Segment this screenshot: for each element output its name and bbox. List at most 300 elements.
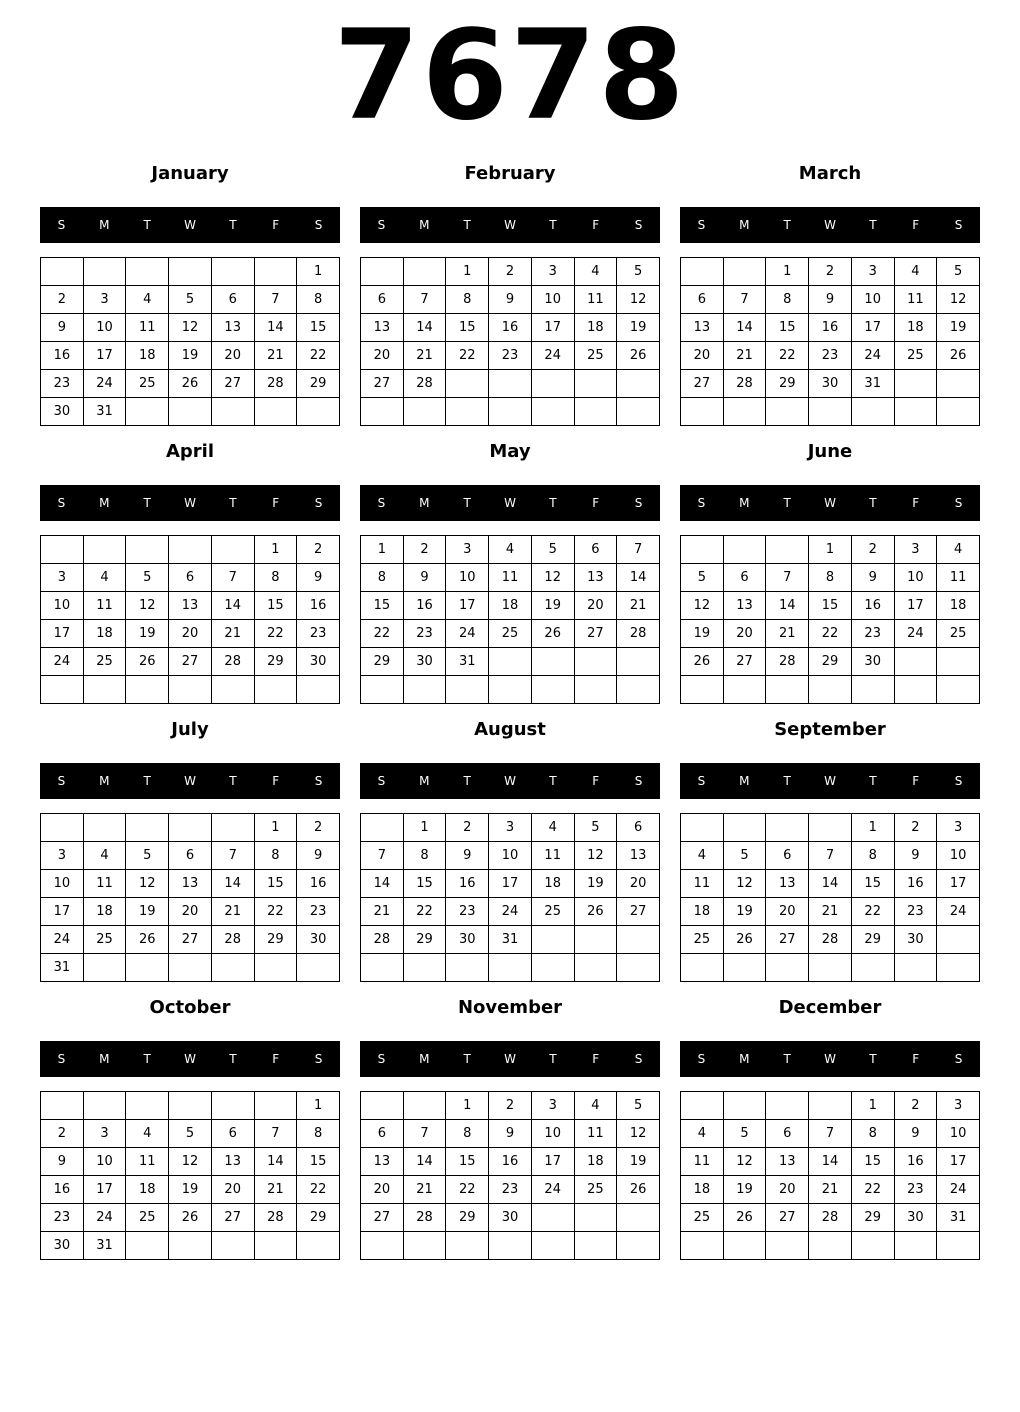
empty-cell (724, 258, 767, 286)
day-cell: 17 (84, 1176, 127, 1204)
weekday-label: S (634, 496, 643, 510)
weekday-label: F (592, 1052, 600, 1066)
day-cell: 12 (532, 564, 575, 592)
empty-cell (404, 258, 447, 286)
empty-cell (255, 258, 298, 286)
day-cell: 7 (809, 1120, 852, 1148)
day-cell: 1 (297, 1092, 340, 1120)
day-cell: 5 (724, 842, 767, 870)
weekday-label: T (783, 1052, 791, 1066)
weekday-label: S (697, 496, 706, 510)
month-name: June (807, 441, 853, 462)
empty-cell (937, 926, 980, 954)
weekday-label: F (912, 1052, 920, 1066)
day-cell: 30 (41, 1232, 84, 1260)
day-cell: 5 (617, 258, 660, 286)
weekday-header (40, 1041, 340, 1077)
empty-cell (575, 370, 618, 398)
empty-cell (169, 954, 212, 982)
weekday-label: T (549, 1052, 557, 1066)
day-cell: 22 (446, 342, 489, 370)
day-cell: 18 (84, 620, 127, 648)
day-cell: 21 (212, 898, 255, 926)
empty-cell (809, 398, 852, 426)
empty-cell (681, 676, 724, 704)
day-cell: 23 (297, 620, 340, 648)
day-cell: 28 (212, 926, 255, 954)
day-cell: 31 (489, 926, 532, 954)
weekday-label: S (697, 774, 706, 788)
weekday-label: T (229, 496, 237, 510)
empty-cell (617, 926, 660, 954)
day-cell: 19 (532, 592, 575, 620)
day-cell: 7 (404, 1120, 447, 1148)
day-cell: 20 (169, 898, 212, 926)
empty-cell (617, 954, 660, 982)
day-cell: 1 (255, 814, 298, 842)
day-cell: 24 (41, 926, 84, 954)
day-cell: 7 (255, 1120, 298, 1148)
day-cell: 13 (212, 314, 255, 342)
day-cell: 12 (724, 1148, 767, 1176)
day-cell: 1 (446, 258, 489, 286)
weekday-label: T (869, 218, 877, 232)
day-cell: 7 (361, 842, 404, 870)
weekday-label: T (143, 218, 151, 232)
day-cell: 2 (809, 258, 852, 286)
day-cell: 10 (532, 286, 575, 314)
day-cell: 31 (84, 1232, 127, 1260)
empty-cell (489, 648, 532, 676)
empty-cell (297, 954, 340, 982)
empty-cell (532, 370, 575, 398)
day-cell: 18 (681, 898, 724, 926)
empty-cell (361, 398, 404, 426)
empty-cell (895, 398, 938, 426)
empty-cell (446, 398, 489, 426)
day-cell: 31 (84, 398, 127, 426)
empty-cell (212, 1092, 255, 1120)
empty-cell (681, 954, 724, 982)
day-cell: 5 (169, 286, 212, 314)
empty-cell (126, 398, 169, 426)
day-cell: 16 (446, 870, 489, 898)
day-cell: 6 (617, 814, 660, 842)
day-cell: 11 (681, 1148, 724, 1176)
empty-cell (489, 954, 532, 982)
weekday-label: W (504, 496, 516, 510)
day-cell: 11 (575, 286, 618, 314)
day-cell: 15 (255, 592, 298, 620)
weekday-label: T (783, 774, 791, 788)
weekday-label: S (697, 218, 706, 232)
day-cell: 9 (297, 842, 340, 870)
empty-cell (809, 1232, 852, 1260)
day-cell: 27 (575, 620, 618, 648)
month-name: March (798, 163, 862, 184)
day-cell: 31 (852, 370, 895, 398)
empty-cell (809, 676, 852, 704)
day-cell: 18 (681, 1176, 724, 1204)
day-cell: 29 (297, 370, 340, 398)
empty-cell (532, 954, 575, 982)
empty-cell (169, 814, 212, 842)
empty-cell (895, 370, 938, 398)
day-cell: 7 (212, 564, 255, 592)
day-cell: 4 (84, 564, 127, 592)
day-cell: 28 (212, 648, 255, 676)
day-cell: 23 (852, 620, 895, 648)
day-cell: 26 (532, 620, 575, 648)
day-cell: 23 (404, 620, 447, 648)
day-cell: 29 (255, 648, 298, 676)
empty-cell (895, 954, 938, 982)
empty-cell (212, 676, 255, 704)
day-cell: 26 (169, 370, 212, 398)
day-cell: 12 (617, 286, 660, 314)
weekday-label: F (592, 496, 600, 510)
day-cell: 21 (766, 620, 809, 648)
empty-cell (41, 1092, 84, 1120)
day-cell: 25 (937, 620, 980, 648)
day-cell: 9 (809, 286, 852, 314)
day-cell: 8 (852, 842, 895, 870)
empty-cell (852, 676, 895, 704)
day-cell: 2 (297, 536, 340, 564)
weekday-label: S (377, 496, 386, 510)
day-cell: 20 (681, 342, 724, 370)
weekday-header (680, 763, 980, 799)
day-cell: 25 (84, 926, 127, 954)
day-cell: 27 (169, 926, 212, 954)
weekday-label: F (592, 774, 600, 788)
day-cell: 4 (895, 258, 938, 286)
weekday-label: W (184, 218, 196, 232)
day-cell: 19 (617, 1148, 660, 1176)
day-cell: 1 (809, 536, 852, 564)
day-cell: 21 (809, 1176, 852, 1204)
day-cell: 8 (361, 564, 404, 592)
day-cell: 26 (169, 1204, 212, 1232)
day-cell: 17 (84, 342, 127, 370)
weekday-label: F (272, 774, 280, 788)
empty-cell (169, 676, 212, 704)
day-cell: 13 (212, 1148, 255, 1176)
month-name: September (774, 719, 886, 740)
day-cell: 5 (681, 564, 724, 592)
day-cell: 12 (617, 1120, 660, 1148)
weekday-label: S (314, 1052, 323, 1066)
month-name: May (489, 441, 531, 462)
day-grid (360, 257, 660, 426)
day-cell: 6 (575, 536, 618, 564)
weekday-label: M (739, 1052, 750, 1066)
day-cell: 11 (895, 286, 938, 314)
empty-cell (724, 954, 767, 982)
day-cell: 17 (41, 898, 84, 926)
weekday-label: M (99, 218, 110, 232)
empty-cell (532, 1232, 575, 1260)
day-cell: 14 (255, 314, 298, 342)
weekday-label: T (143, 496, 151, 510)
day-cell: 18 (895, 314, 938, 342)
day-cell: 31 (446, 648, 489, 676)
day-cell: 14 (809, 1148, 852, 1176)
day-cell: 28 (404, 370, 447, 398)
empty-cell (126, 258, 169, 286)
day-cell: 12 (169, 314, 212, 342)
day-cell: 13 (724, 592, 767, 620)
day-cell: 16 (489, 314, 532, 342)
day-cell: 29 (809, 648, 852, 676)
weekday-label: S (57, 774, 66, 788)
day-cell: 13 (169, 870, 212, 898)
month-name: August (474, 719, 546, 740)
empty-cell (532, 926, 575, 954)
empty-cell (575, 1204, 618, 1232)
day-cell: 17 (937, 870, 980, 898)
empty-cell (681, 1232, 724, 1260)
day-cell: 20 (766, 1176, 809, 1204)
year-title: 7678 (333, 4, 687, 148)
weekday-header (40, 763, 340, 799)
day-cell: 23 (41, 370, 84, 398)
weekday-label: W (504, 218, 516, 232)
day-cell: 27 (212, 1204, 255, 1232)
day-cell: 2 (41, 286, 84, 314)
day-cell: 22 (361, 620, 404, 648)
day-cell: 4 (575, 1092, 618, 1120)
day-cell: 10 (84, 314, 127, 342)
empty-cell (895, 648, 938, 676)
day-cell: 3 (895, 536, 938, 564)
empty-cell (126, 954, 169, 982)
day-cell: 20 (575, 592, 618, 620)
day-cell: 22 (446, 1176, 489, 1204)
day-cell: 22 (852, 1176, 895, 1204)
empty-cell (41, 676, 84, 704)
day-cell: 14 (404, 1148, 447, 1176)
weekday-label: T (549, 774, 557, 788)
day-cell: 30 (809, 370, 852, 398)
day-cell: 13 (575, 564, 618, 592)
day-cell: 6 (724, 564, 767, 592)
day-cell: 8 (766, 286, 809, 314)
day-cell: 10 (895, 564, 938, 592)
day-cell: 2 (489, 1092, 532, 1120)
weekday-label: M (419, 1052, 430, 1066)
day-cell: 18 (575, 1148, 618, 1176)
day-cell: 14 (212, 870, 255, 898)
day-cell: 30 (41, 398, 84, 426)
day-cell: 8 (852, 1120, 895, 1148)
day-cell: 8 (404, 842, 447, 870)
weekday-label: T (869, 1052, 877, 1066)
empty-cell (575, 954, 618, 982)
day-cell: 9 (41, 314, 84, 342)
day-cell: 23 (446, 898, 489, 926)
empty-cell (404, 398, 447, 426)
day-cell: 2 (895, 814, 938, 842)
empty-cell (41, 814, 84, 842)
day-cell: 16 (41, 1176, 84, 1204)
day-cell: 4 (126, 286, 169, 314)
empty-cell (766, 536, 809, 564)
day-cell: 3 (446, 536, 489, 564)
weekday-header (680, 1041, 980, 1077)
weekday-label: T (229, 1052, 237, 1066)
day-cell: 15 (446, 314, 489, 342)
empty-cell (126, 536, 169, 564)
day-grid (40, 1091, 340, 1260)
empty-cell (361, 1092, 404, 1120)
month-name: November (457, 997, 563, 1018)
empty-cell (937, 370, 980, 398)
day-cell: 6 (212, 286, 255, 314)
day-cell: 30 (404, 648, 447, 676)
day-cell: 24 (41, 648, 84, 676)
weekday-label: S (377, 1052, 386, 1066)
month-name: February (464, 163, 556, 184)
day-cell: 12 (575, 842, 618, 870)
empty-cell (169, 1232, 212, 1260)
day-cell: 21 (361, 898, 404, 926)
day-cell: 28 (404, 1204, 447, 1232)
month-name: January (151, 163, 229, 184)
empty-cell (404, 1092, 447, 1120)
day-cell: 14 (809, 870, 852, 898)
day-cell: 27 (212, 370, 255, 398)
day-cell: 28 (809, 926, 852, 954)
day-cell: 3 (84, 1120, 127, 1148)
weekday-label: S (314, 496, 323, 510)
month-name: April (165, 441, 215, 462)
empty-cell (84, 954, 127, 982)
weekday-label: T (463, 496, 471, 510)
day-cell: 3 (532, 1092, 575, 1120)
empty-cell (937, 398, 980, 426)
empty-cell (169, 258, 212, 286)
weekday-label: F (912, 774, 920, 788)
day-cell: 17 (532, 314, 575, 342)
day-cell: 16 (297, 870, 340, 898)
weekday-label: F (912, 218, 920, 232)
day-cell: 10 (937, 1120, 980, 1148)
empty-cell (575, 398, 618, 426)
empty-cell (617, 1204, 660, 1232)
day-cell: 22 (404, 898, 447, 926)
day-cell: 10 (41, 592, 84, 620)
day-cell: 4 (937, 536, 980, 564)
day-cell: 25 (575, 342, 618, 370)
day-cell: 24 (532, 1176, 575, 1204)
empty-cell (809, 1092, 852, 1120)
weekday-label: S (314, 218, 323, 232)
weekday-label: F (272, 218, 280, 232)
day-cell: 16 (852, 592, 895, 620)
day-cell: 17 (937, 1148, 980, 1176)
weekday-label: S (634, 774, 643, 788)
empty-cell (126, 1092, 169, 1120)
empty-cell (126, 676, 169, 704)
day-cell: 30 (489, 1204, 532, 1232)
day-cell: 27 (766, 1204, 809, 1232)
empty-cell (489, 398, 532, 426)
empty-cell (361, 258, 404, 286)
weekday-label: S (377, 774, 386, 788)
day-cell: 28 (255, 370, 298, 398)
day-cell: 25 (575, 1176, 618, 1204)
day-grid (360, 535, 660, 704)
day-cell: 31 (41, 954, 84, 982)
day-cell: 11 (126, 1148, 169, 1176)
day-cell: 9 (895, 842, 938, 870)
day-cell: 22 (255, 620, 298, 648)
weekday-label: W (184, 1052, 196, 1066)
day-cell: 14 (766, 592, 809, 620)
day-cell: 13 (681, 314, 724, 342)
weekday-label: T (869, 774, 877, 788)
empty-cell (617, 676, 660, 704)
day-cell: 6 (766, 1120, 809, 1148)
day-cell: 26 (126, 648, 169, 676)
day-cell: 12 (937, 286, 980, 314)
day-cell: 22 (809, 620, 852, 648)
day-grid (680, 813, 980, 982)
empty-cell (937, 954, 980, 982)
weekday-label: M (419, 496, 430, 510)
day-cell: 20 (361, 1176, 404, 1204)
day-cell: 17 (895, 592, 938, 620)
day-cell: 10 (41, 870, 84, 898)
day-cell: 24 (937, 1176, 980, 1204)
day-cell: 11 (489, 564, 532, 592)
day-cell: 28 (255, 1204, 298, 1232)
day-cell: 24 (84, 370, 127, 398)
empty-cell (404, 676, 447, 704)
day-cell: 9 (489, 1120, 532, 1148)
weekday-label: T (783, 218, 791, 232)
empty-cell (126, 814, 169, 842)
day-cell: 17 (532, 1148, 575, 1176)
empty-cell (361, 1232, 404, 1260)
weekday-header (360, 1041, 660, 1077)
day-cell: 8 (255, 564, 298, 592)
day-cell: 3 (84, 286, 127, 314)
weekday-label: W (824, 1052, 836, 1066)
day-cell: 11 (532, 842, 575, 870)
weekday-label: T (463, 218, 471, 232)
day-cell: 13 (361, 1148, 404, 1176)
weekday-label: T (549, 218, 557, 232)
day-cell: 13 (169, 592, 212, 620)
day-cell: 1 (852, 1092, 895, 1120)
month-name: October (149, 997, 231, 1018)
empty-cell (766, 954, 809, 982)
day-cell: 31 (937, 1204, 980, 1232)
weekday-label: S (57, 496, 66, 510)
day-cell: 20 (361, 342, 404, 370)
day-cell: 15 (852, 1148, 895, 1176)
empty-cell (361, 954, 404, 982)
empty-cell (212, 258, 255, 286)
empty-cell (724, 676, 767, 704)
month-name: July (171, 719, 209, 740)
empty-cell (41, 258, 84, 286)
day-cell: 24 (446, 620, 489, 648)
day-cell: 19 (681, 620, 724, 648)
day-cell: 6 (361, 1120, 404, 1148)
